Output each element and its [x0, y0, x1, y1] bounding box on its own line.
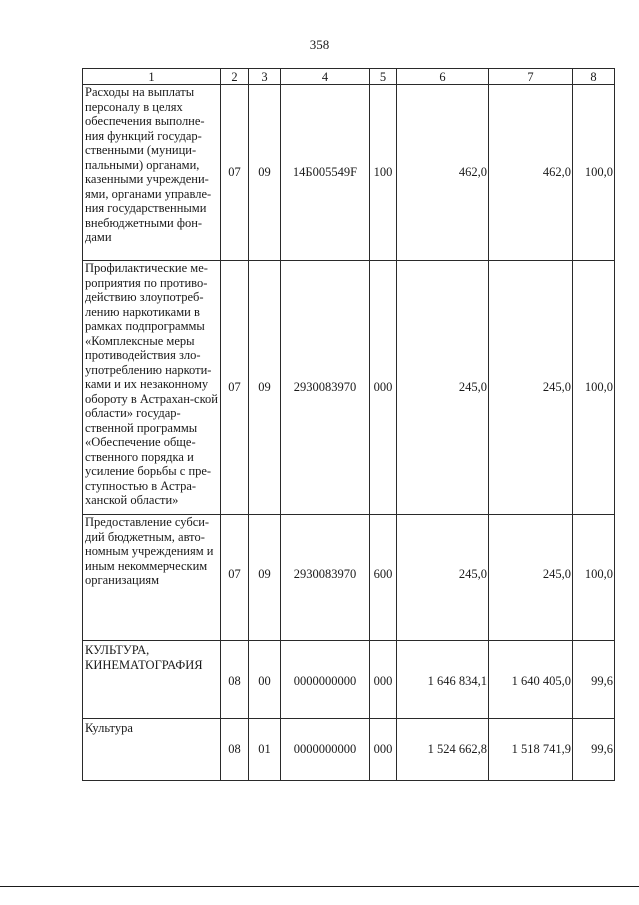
row-kind: 600	[370, 515, 397, 641]
header-cell-2: 2	[221, 69, 249, 85]
header-cell-7: 7	[489, 69, 573, 85]
header-cell-6: 6	[397, 69, 489, 85]
row-target: 2930083970	[281, 261, 370, 515]
row-percent: 99,6	[573, 641, 615, 719]
row-kind: 100	[370, 85, 397, 261]
row-planned: 245,0	[397, 261, 489, 515]
row-target: 0000000000	[281, 641, 370, 719]
row-target: 0000000000	[281, 719, 370, 781]
row-executed: 462,0	[489, 85, 573, 261]
row-name: Расходы на выплаты персоналу в целях обеспечения выполне-ния функций государ-ственными (муници-пальными) органами, казенными учреждени-ями, органами управле-ния государственными внебюджетными фон-дами	[83, 85, 221, 261]
row-section: 07	[221, 515, 249, 641]
row-target: 14Б005549F	[281, 85, 370, 261]
row-subsection: 01	[249, 719, 281, 781]
table-row	[83, 85, 615, 261]
row-percent: 100,0	[573, 515, 615, 641]
row-planned: 1 524 662,8	[397, 719, 489, 781]
row-section: 08	[221, 719, 249, 781]
header-cell-5: 5	[370, 69, 397, 85]
row-planned: 462,0	[397, 85, 489, 261]
table-row	[83, 261, 615, 515]
header-row	[83, 69, 615, 85]
header-cell-3: 3	[249, 69, 281, 85]
row-percent: 100,0	[573, 85, 615, 261]
row-section: 07	[221, 261, 249, 515]
row-subsection: 00	[249, 641, 281, 719]
row-name: Культура	[83, 719, 221, 781]
row-executed: 1 518 741,9	[489, 719, 573, 781]
table-row	[83, 719, 615, 781]
row-planned: 1 646 834,1	[397, 641, 489, 719]
row-executed: 245,0	[489, 261, 573, 515]
row-percent: 100,0	[573, 261, 615, 515]
row-kind: 000	[370, 719, 397, 781]
row-planned: 245,0	[397, 515, 489, 641]
row-subsection: 09	[249, 261, 281, 515]
table-row	[83, 641, 615, 719]
row-kind: 000	[370, 261, 397, 515]
row-subsection: 09	[249, 515, 281, 641]
page-bottom-rule	[0, 886, 639, 887]
page-number: 358	[309, 37, 330, 52]
row-section: 07	[221, 85, 249, 261]
row-target: 2930083970	[281, 515, 370, 641]
row-kind: 000	[370, 641, 397, 719]
row-name: КУЛЬТУРА, КИНЕМАТОГРАФИЯ	[83, 641, 221, 719]
table-row	[83, 515, 615, 641]
row-name: Профилактические ме-роприятия по противо-действию злоупотреб-лению наркотиками в рамках подпрограммы «Комплексные меры противодействия зло-употреблению наркоти-ками и их незаконному обороту в Астрахан-ской области» государ-ственной программы «Обеспечение обще-ственного порядка и усиление борьбы с пре-ступностью в Астра-ханской области»	[83, 261, 221, 515]
header-cell-8: 8	[573, 69, 615, 85]
row-executed: 245,0	[489, 515, 573, 641]
header-cell-4: 4	[281, 69, 370, 85]
row-executed: 1 640 405,0	[489, 641, 573, 719]
budget-table	[82, 68, 615, 781]
row-percent: 99,6	[573, 719, 615, 781]
row-name: Предоставление субси-дий бюджетным, авто-номным учреждениям и иным некоммерческим организациям	[83, 515, 221, 641]
row-section: 08	[221, 641, 249, 719]
row-subsection: 09	[249, 85, 281, 261]
header-cell-1: 1	[83, 69, 221, 85]
